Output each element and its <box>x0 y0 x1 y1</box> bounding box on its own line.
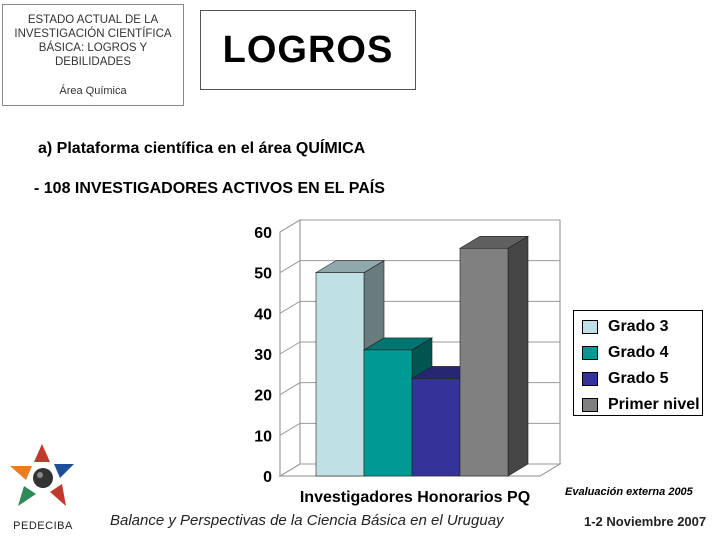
legend-swatch <box>582 346 598 360</box>
legend-item <box>582 369 668 389</box>
area-label: Área Química <box>59 85 127 97</box>
legend-label: Primer nivel <box>608 396 700 413</box>
legend-item <box>582 395 700 415</box>
section-heading: a) Plataforma científica en el área QUÍMICA <box>38 140 366 157</box>
legend-label: Grado 3 <box>608 318 669 335</box>
y-tick-label: 60 <box>254 225 272 242</box>
bar-front <box>412 378 460 476</box>
pedeciba-logo <box>4 440 82 536</box>
pedeciba-logo-icon <box>4 440 82 520</box>
legend-swatch <box>582 398 598 412</box>
header-info-box <box>2 4 184 106</box>
y-tick-label: 40 <box>254 306 272 324</box>
title-box <box>200 10 416 90</box>
footer-evaluation: Evaluación externa 2005 <box>565 486 693 498</box>
page-title: LOGROS <box>222 28 394 71</box>
legend-swatch <box>582 320 598 334</box>
y-tick-label: 30 <box>254 347 272 364</box>
logo-text: PEDECIBA <box>13 520 73 532</box>
legend-label: Grado 5 <box>608 370 669 387</box>
y-tick-label: 20 <box>254 387 272 405</box>
header-box-text: ESTADO ACTUAL DE LA INVESTIGACIÓN CIENTÍFICA BÁSICA: LOGROS Y DEBILIDADES <box>14 14 172 68</box>
x-axis-label: Investigadores Honorarios PQ <box>299 489 531 506</box>
footer-title: Balance y Perspectivas de la Ciencia Básica en el Uruguay <box>110 512 504 529</box>
bar-front <box>364 350 412 476</box>
section-subheading: - 108 INVESTIGADORES ACTIVOS EN EL PAÍS <box>34 180 385 197</box>
chart-legend <box>573 310 703 416</box>
bar-front <box>460 248 508 476</box>
legend-item <box>582 343 668 363</box>
y-tick-label: 0 <box>263 469 272 486</box>
y-axis-ticks <box>254 225 272 486</box>
bar-front <box>316 273 364 476</box>
y-tick-label: 10 <box>254 428 272 446</box>
bar-side <box>508 236 528 476</box>
legend-item <box>582 317 668 337</box>
legend-swatch <box>582 372 598 386</box>
bar-primer-nivel <box>460 236 528 476</box>
legend-label: Grado 4 <box>608 344 669 361</box>
y-tick-label: 50 <box>254 265 272 283</box>
bar-chart <box>230 212 570 512</box>
footer-date: 1-2 Noviembre 2007 <box>584 514 707 529</box>
